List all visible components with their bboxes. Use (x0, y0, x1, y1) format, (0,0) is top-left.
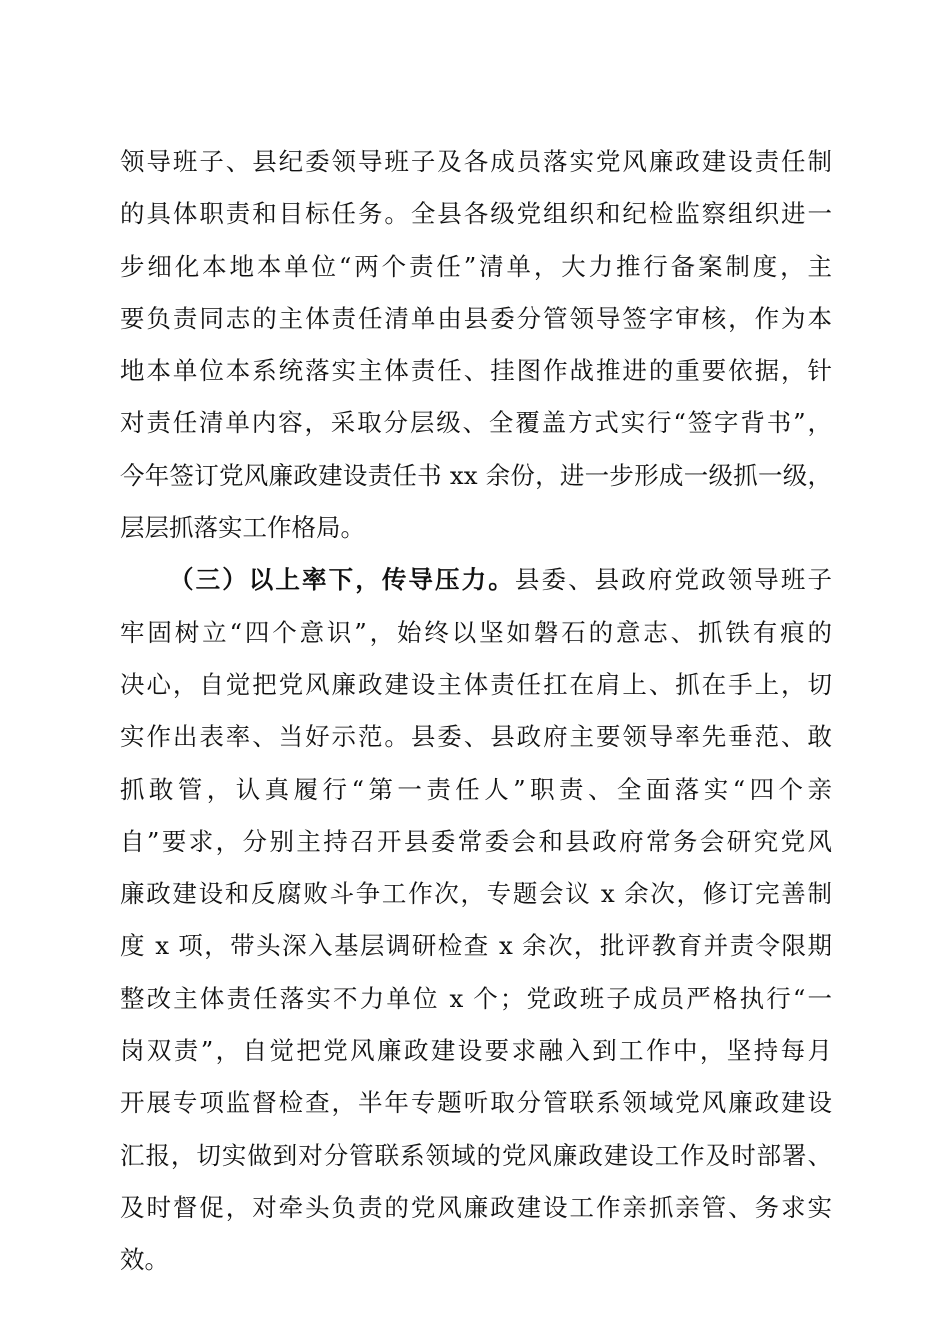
paragraph-line: 今年签订党风廉政建设责任书 xx 余份，进一步形成一级抓一级， (120, 460, 832, 490)
paragraph-line: 领导班子、县纪委领导班子及各成员落实党风廉政建设责任制 (120, 147, 832, 176)
paragraph-lead-by-example (120, 554, 832, 1286)
paragraph-line: 层层抓落实工作格局。 (120, 513, 365, 543)
paragraph-line: 牢固树立“四个意识”，始终以坚如磐石的意志、抓铁有痕的 (120, 617, 832, 647)
paragraph-line-rest: 县委、县政府党政领导班子 (514, 565, 833, 595)
paragraph-first-line (120, 554, 832, 606)
paragraph-line: 度 x 项，带头深入基层调研检查 x 余次，批评教育并责令限期 (120, 931, 832, 961)
paragraph-responsibility-list (120, 136, 832, 554)
section-heading: （三）以上率下，传导压力。 (169, 565, 515, 595)
paragraph-line: 决心，自觉把党风廉政建设主体责任扛在肩上、抓在手上，切 (120, 669, 832, 699)
paragraph-line: 岗双责”，自觉把党风廉政建设要求融入到工作中，坚持每月 (120, 1036, 832, 1066)
document-body (120, 136, 832, 1287)
paragraph-line: 步细化本地本单位“两个责任”清单，大力推行备案制度，主 (120, 251, 832, 281)
paragraph-line: 自”要求，分别主持召开县委常委会和县政府常务会研究党风 (120, 826, 832, 856)
paragraph-line: 汇报，切实做到对分管联系领域的党风廉政建设工作及时部署、 (120, 1140, 832, 1170)
paragraph-line: 要负责同志的主体责任清单由县委分管领导签字审核，作为本 (120, 303, 832, 333)
paragraph-line: 地本单位本系统落实主体责任、挂图作战推进的重要依据，针 (120, 356, 832, 386)
paragraph-line: 廉政建设和反腐败斗争工作次，专题会议 x 余次，修订完善制 (120, 879, 832, 909)
paragraph-line: 对责任清单内容，采取分层级、全覆盖方式实行“签字背书”， (120, 408, 832, 438)
paragraph-line: 整改主体责任落实不力单位 x 个；党政班子成员严格执行“一 (120, 983, 832, 1013)
paragraph-line: 效。 (120, 1245, 169, 1275)
paragraph-line: 开展专项监督检查，半年专题听取分管联系领域党风廉政建设 (120, 1088, 832, 1118)
paragraph-line: 实作出表率、当好示范。县委、县政府主要领导率先垂范、敢 (120, 722, 832, 752)
paragraph-line: 及时督促，对牵头负责的党风廉政建设工作亲抓亲管、务求实 (120, 1192, 832, 1222)
paragraph-line: 的具体职责和目标任务。全县各级党组织和纪检监察组织进一 (120, 199, 832, 229)
paragraph-line: 抓敢管，认真履行“第一责任人”职责、全面落实“四个亲 (120, 774, 832, 804)
